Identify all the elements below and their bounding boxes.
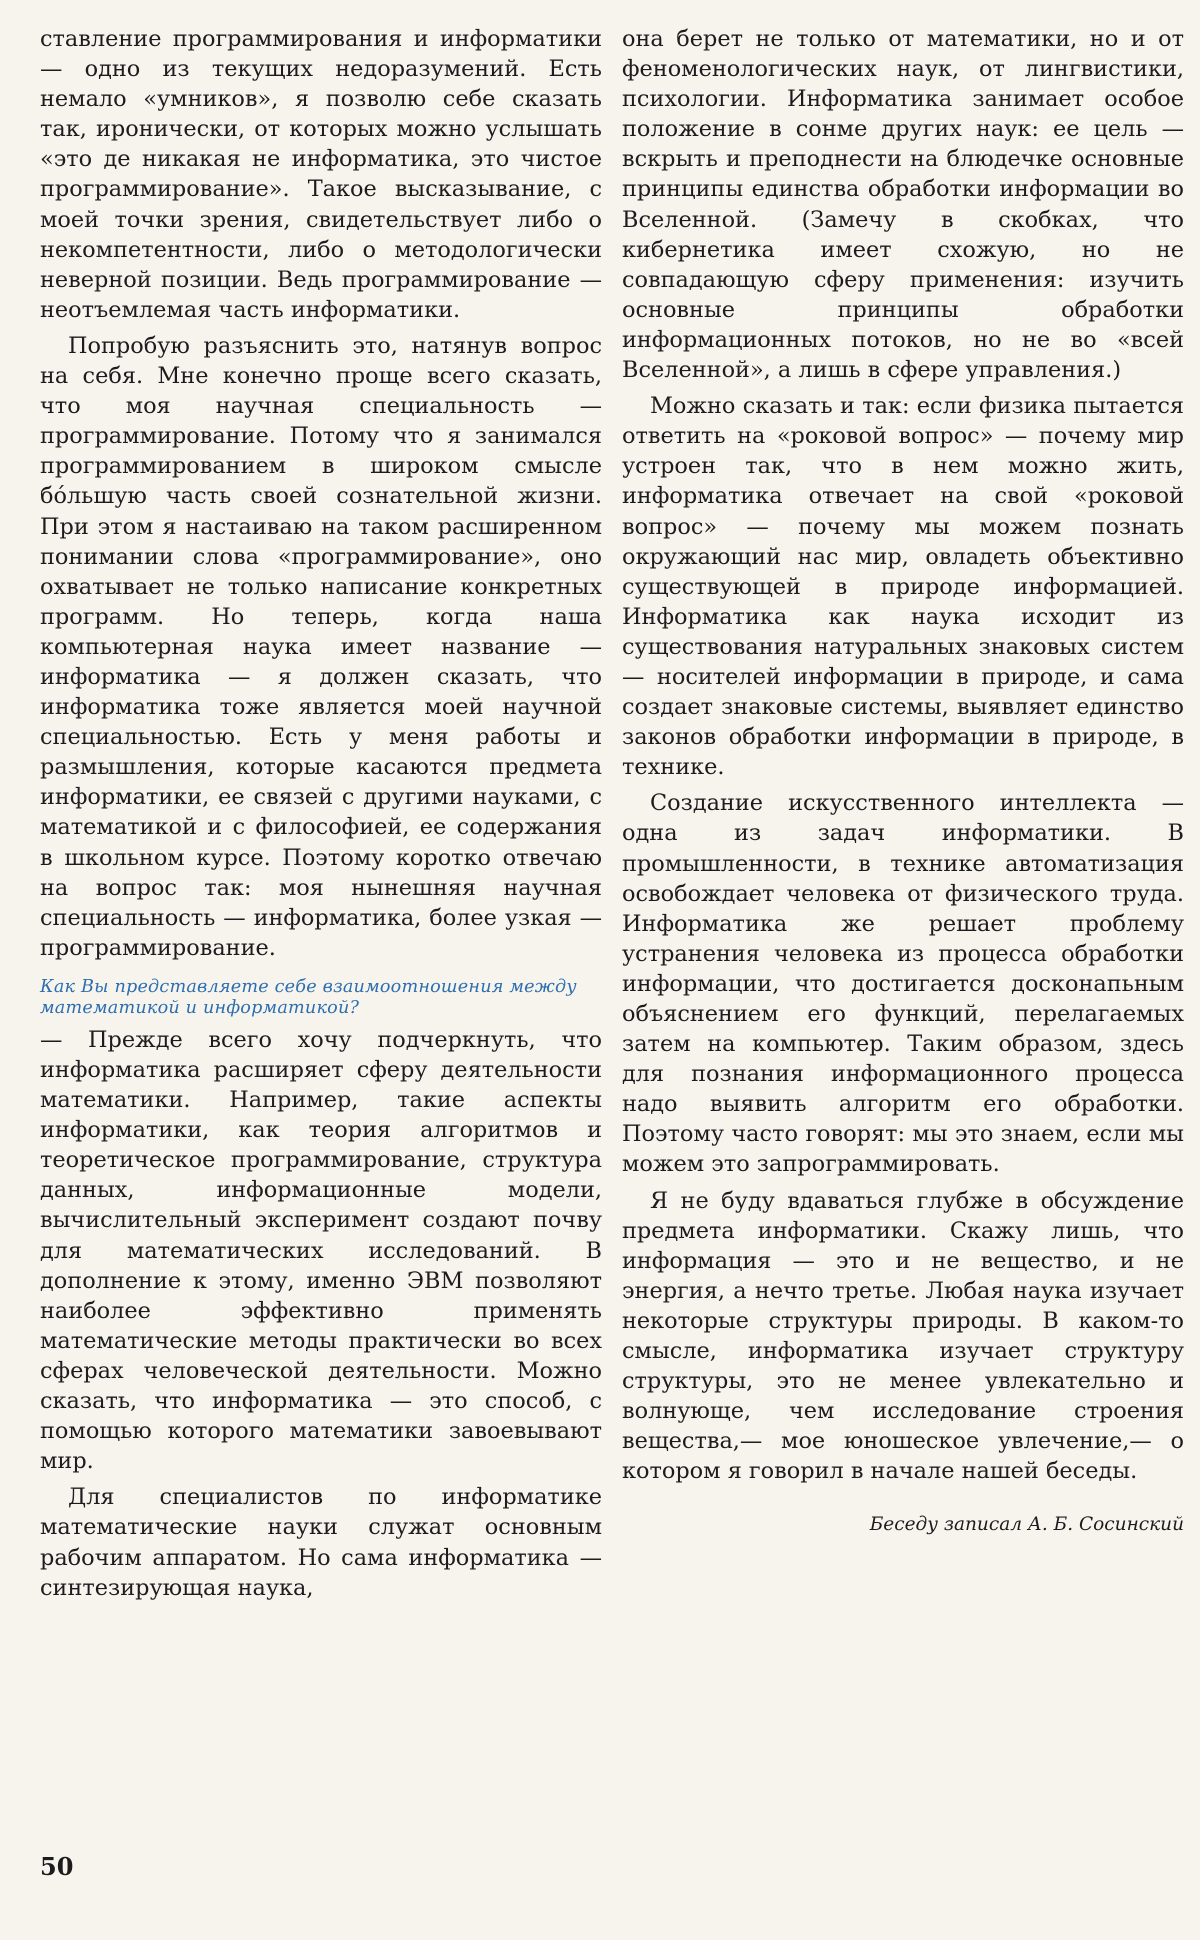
paragraph-explanation: Попробую разъяснить это, натянув вопрос на себя. Мне конечно проще всего сказать, что моя научная специальность — программирование. Потому что я занимался программированием в широком смысле бóльшую часть своей сознательной жизни. При этом я настаиваю на таком расширенном понимании слова «программирование», оно охватывает не только написание конкретных программ. Но теперь, когда наша компьютерная наука имеет название — информатика — я должен сказать, что информатика тоже является моей научной специальностью. Есть у меня работы и размышления, которые касаются предмета информатики, ее связей с другими науками, с математикой и с философией, ее содержания в школьном курсе. Поэтому коротко отвечаю на вопрос так: моя нынешняя научная специальность — информатика, более узкая — программирование. xyxy=(40,332,602,961)
right-column xyxy=(622,24,1184,1537)
paragraph-answer: — Прежде всего хочу подчеркнуть, что информатика расширяет сферу деятельности математики. Например, такие аспекты информатики, как теория алгоритмов и теоретическое программирование, структура данных, информационные модели, вычислительный эксперимент создают почву для математических исследований. В дополнение к этому, именно ЭВМ позволяют наиболее эффективно применять математические методы практически во всех сферах человеческой деятельности. Можно сказать, что информатика — это способ, с помощью которого математики завоевывают мир. xyxy=(40,1026,602,1475)
paragraph-specialists: Для специалистов по информатике математические науки служат основным рабочим аппаратом. Но сама информатика — синтезирующая наука, xyxy=(40,1484,602,1601)
page-number: 50 xyxy=(40,1852,74,1881)
left-column xyxy=(40,24,602,1603)
interview-question: Как Вы представляете себе взаимоотношения между математикой и информатикой? xyxy=(40,976,577,1018)
paragraph-artificial-intelligence: Создание искусственного интеллекта — одна из задач информатики. В промышленности, в технике автоматизация освобождает человека от физического труда. Информатика же решает проблему устранения человека из процесса обработки информации, что достигается досконапьным объяснением его функций, перелагаемых затем на компьютер. Таким образом, здесь для познания информационного процесса надо выявить алгоритм его обработки. Поэтому часто говорят: мы это знаем, если мы можем это запрограммировать. xyxy=(622,790,1184,1178)
paragraph-continuation: ставление программирования и информатики — одно из текущих недоразумений. Есть немало «умников», я позволю себе сказать так, иронически, от которых можно услышать «это де никакая не информатика, это чистое программирование». Такое высказывание, с моей точки зрения, свидетельствует либо о некомпетентности, либо о методологически неверной позиции. Ведь программирование — неотъемлемая часть информатики. xyxy=(40,26,602,323)
paragraph-conclusion: Я не буду вдаваться глубже в обсуждение предмета информатики. Скажу лишь, что информация — это и не вещество, и не энергия, а нечто третье. Любая наука изучает некоторые структуры природы. В каком-то смысле, информатика изучает структуру структуры, это не менее увлекательно и волнующе, чем исследование строения вещества,— мое юношеское увлечение,— о котором я говорил в начале нашей беседы. xyxy=(622,1187,1184,1485)
paragraph-fatal-question: Можно сказать и так: если физика пытается ответить на «роковой вопрос» — почему мир устроен так, что в нем можно жить, информатика отвечает на свой «роковой вопрос» — почему мы можем познать окружающий нас мир, овладеть объективно существующей в природе информацией. Информатика как наука исходит из существования натуральных знаковых систем — носителей информации в природе, и сама создает знаковые системы, выявляет единство законов обработки информации в природе, в технике. xyxy=(622,393,1184,781)
interview-signature: Беседу записал А. Б. Сосинский xyxy=(869,1513,1184,1535)
paragraph-continuation-right: она берет не только от математики, но и от феноменологических наук, от лингвистики, психологии. Информатика занимает особое положение в сонме других наук: ее цель — вскрыть и преподнести на блюдечке основные принципы единства обработки информации во Вселенной. (Замечу в скобках, что кибернетика имеет схожую, но не совпадающую сферу применения: изучить основные принципы обработки информационных потоков, но не во «всей Вселенной», а лишь в сфере управления.) xyxy=(622,26,1184,384)
